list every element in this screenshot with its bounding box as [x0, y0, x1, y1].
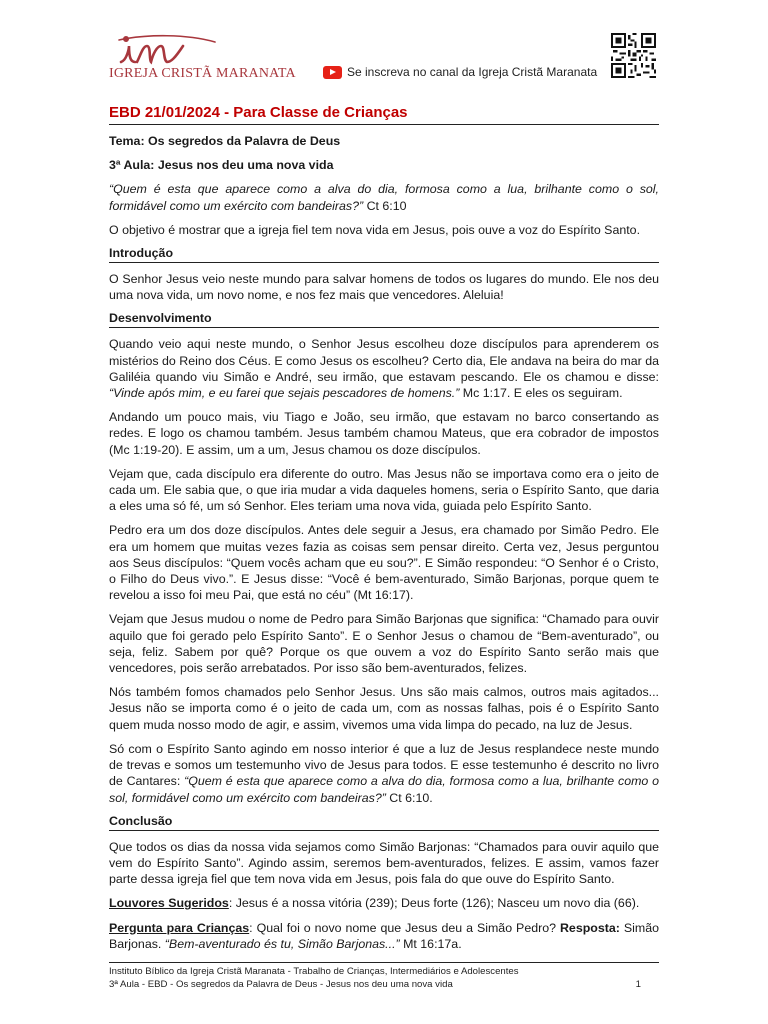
- document-title: EBD 21/01/2024 - Para Classe de Crianças: [109, 104, 659, 125]
- paragraph-text: Quando veio aqui neste mundo, o Senhor Jesus escolheu doze discípulos para aprenderem os mistérios do Reino dos Céus. E como Jesus os escolheu? Certo dia, Ele andava na beira do mar da Galiléia quando viu Simão e André, seu irmão, que estavam pescando. Ele os chamou e disse:: [109, 337, 659, 384]
- introducao-text: O Senhor Jesus veio neste mundo para salvar homens de todos os lugares do mundo. Ele nos deu uma nova vida, um novo nome, e nos fez mais que vencedores. Aleluia!: [109, 272, 659, 303]
- opening-verse-text: “Quem é esta que aparece como a alva do dia, formosa como a lua, brilhante como o sol, formidável como um exército com bandeiras?”: [109, 182, 659, 213]
- desenvolvimento-paragraph-7: [109, 741, 659, 806]
- suggested-songs: [109, 895, 659, 911]
- section-heading-desenvolvimento: Desenvolvimento: [109, 311, 659, 328]
- desenvolvimento-paragraph-5: Vejam que Jesus mudou o nome de Pedro para Simão Barjonas que significa: “Chamado para ouvir aquilo que foi gerado pelo Espírito Santo”. E o Senhor Jesus o chamou de “Bem-aventurado”, ou seja, feliz. Sabem por quê? Porque os que ouvem a voz do Espírito Santo serão mais que vencedores, pois serão arrebatados. Por isso são bem-aventurados, felizes.: [109, 612, 659, 676]
- page-number: 1: [635, 979, 641, 990]
- answer-text: Simão Barjonas.: [109, 920, 659, 951]
- children-question: [109, 920, 659, 952]
- page-footer: [109, 962, 659, 991]
- youtube-subscribe-text: Se inscreva no canal da Igreja Cristã Maranata: [347, 65, 598, 79]
- paragraph-text: Ct 6:10.: [385, 790, 433, 805]
- youtube-subscribe-link[interactable]: [323, 65, 597, 79]
- verse-quote: “Quem é esta que aparece como a alva do dia, formosa como a lua, brilhante como o sol, formidável como um exército com bandeiras?”: [109, 774, 659, 805]
- answer-quote: “Bem-aventurado és tu, Simão Barjonas...”: [164, 936, 400, 951]
- qr-code-icon[interactable]: [611, 33, 656, 78]
- question-label: Pergunta para Crianças: [109, 920, 250, 935]
- section-heading-introducao: Introdução: [109, 246, 659, 263]
- footer-lesson-info: 3ª Aula - EBD - Os segredos da Palavra de Deus - Jesus nos deu uma nova vida: [109, 979, 453, 990]
- section-heading-conclusao: Conclusão: [109, 814, 659, 831]
- verse-quote: “Vinde após mim, e eu farei que sejais pescadores de homens.”: [109, 386, 460, 401]
- desenvolvimento-paragraph-3: Vejam que, cada discípulo era diferente do outro. Mas Jesus não se importava como era o jeito de cada um. Ele sabia que, o que iria mudar a vida daqueles homens, seria o Espírito Santo, que daria a eles uma só fé, um só Senhor. Eles teriam uma nova vida, guiada pelo Espírito Santo.: [109, 466, 659, 514]
- suggested-songs-text: : Jesus é a nossa vitória (239); Deus forte (126); Nasceu um novo dia (66).: [228, 896, 640, 911]
- footer-institute: Instituto Bíblico da Igreja Cristã Maranata - Trabalho de Crianças, Intermediários e Adolescentes: [109, 966, 519, 977]
- question-text: : Qual foi o novo nome que Jesus deu a Simão Pedro?: [249, 920, 560, 935]
- paragraph-text: Mc 1:17. E eles os seguiram.: [459, 386, 623, 401]
- conclusao-text: Que todos os dias da nossa vida sejamos como Simão Barjonas: “Chamados para ouvir aquilo que vem do Espírito Santo”. Agindo assim, seremos bem-aventurados, felizes. E assim, vamos fazer parte dessa igreja fiel que tem nova vida em Jesus, pois fala do que ouve do Espírito Santo.: [109, 839, 659, 887]
- lesson-number-title: 3ª Aula: Jesus nos deu uma nova vida: [109, 158, 334, 173]
- opening-verse-ref: Ct 6:10: [363, 198, 407, 213]
- desenvolvimento-paragraph-6: Nós também fomos chamados pelo Senhor Jesus. Uns são mais calmos, outros mais agitados... Jesus não se importa como é o jeito de cada um, com as nossas falhas, pois é o Espírito Santo quem muda nosso modo de agir, e assim, vivemos uma vida limpa do pecado, na luz de Jesus.: [109, 685, 659, 732]
- desenvolvimento-paragraph-4: Pedro era um dos doze discípulos. Antes dele seguir a Jesus, era chamado por Simão Pedro. Ele era um homem que muitas vezes fazia as coisas sem pensar direito. Certa vez, Jesus perguntou aos Seus discípulos: “Quem vocês acham que eu sou?”. E Simão respondeu: “O Senhor é o Cristo, o Filho do Deus vivo.”. E Jesus disse: “Você é bem-aventurado, Simão Barjonas, porque quem te revelou a isso foi meu Pai, que está no céu” (Mt 16:17).: [109, 523, 659, 603]
- answer-label: Resposta:: [559, 920, 620, 935]
- im-logo-mark-icon: [117, 32, 217, 66]
- lesson-content: [109, 104, 659, 960]
- lesson-theme: Tema: Os segredos da Palavra de Deus: [109, 134, 341, 148]
- church-logo: [109, 30, 296, 85]
- desenvolvimento-paragraph-1: [109, 336, 659, 401]
- lesson-objective: O objetivo é mostrar que a igreja fiel tem nova vida em Jesus, pois ouve a voz do Espírito Santo.: [109, 222, 641, 237]
- page-header: [109, 30, 659, 85]
- answer-ref: Mt 16:17a.: [399, 936, 462, 951]
- paragraph-text: Só com o Espírito Santo agindo em nosso interior é que a luz de Jesus resplandece neste mundo de trevas e somos um testemunho vivo de Jesus para todos. E esse testemunho é descrito no livro de Cantares:: [109, 741, 659, 789]
- opening-verse: [109, 181, 659, 213]
- youtube-icon: [323, 66, 342, 79]
- suggested-songs-label: Louvores Sugeridos: [109, 896, 229, 911]
- desenvolvimento-paragraph-2: Andando um pouco mais, viu Tiago e João, seu irmão, que estavam no barco consertando as redes. E logo os chamou também. Jesus também chamou Mateus, que era cobrador de impostos (Mc 1:19-20). E assim, um a um, Jesus chamou os doze discípulos.: [109, 410, 659, 457]
- logo-text: IGREJA CRISTÃ MARANATA: [109, 66, 296, 81]
